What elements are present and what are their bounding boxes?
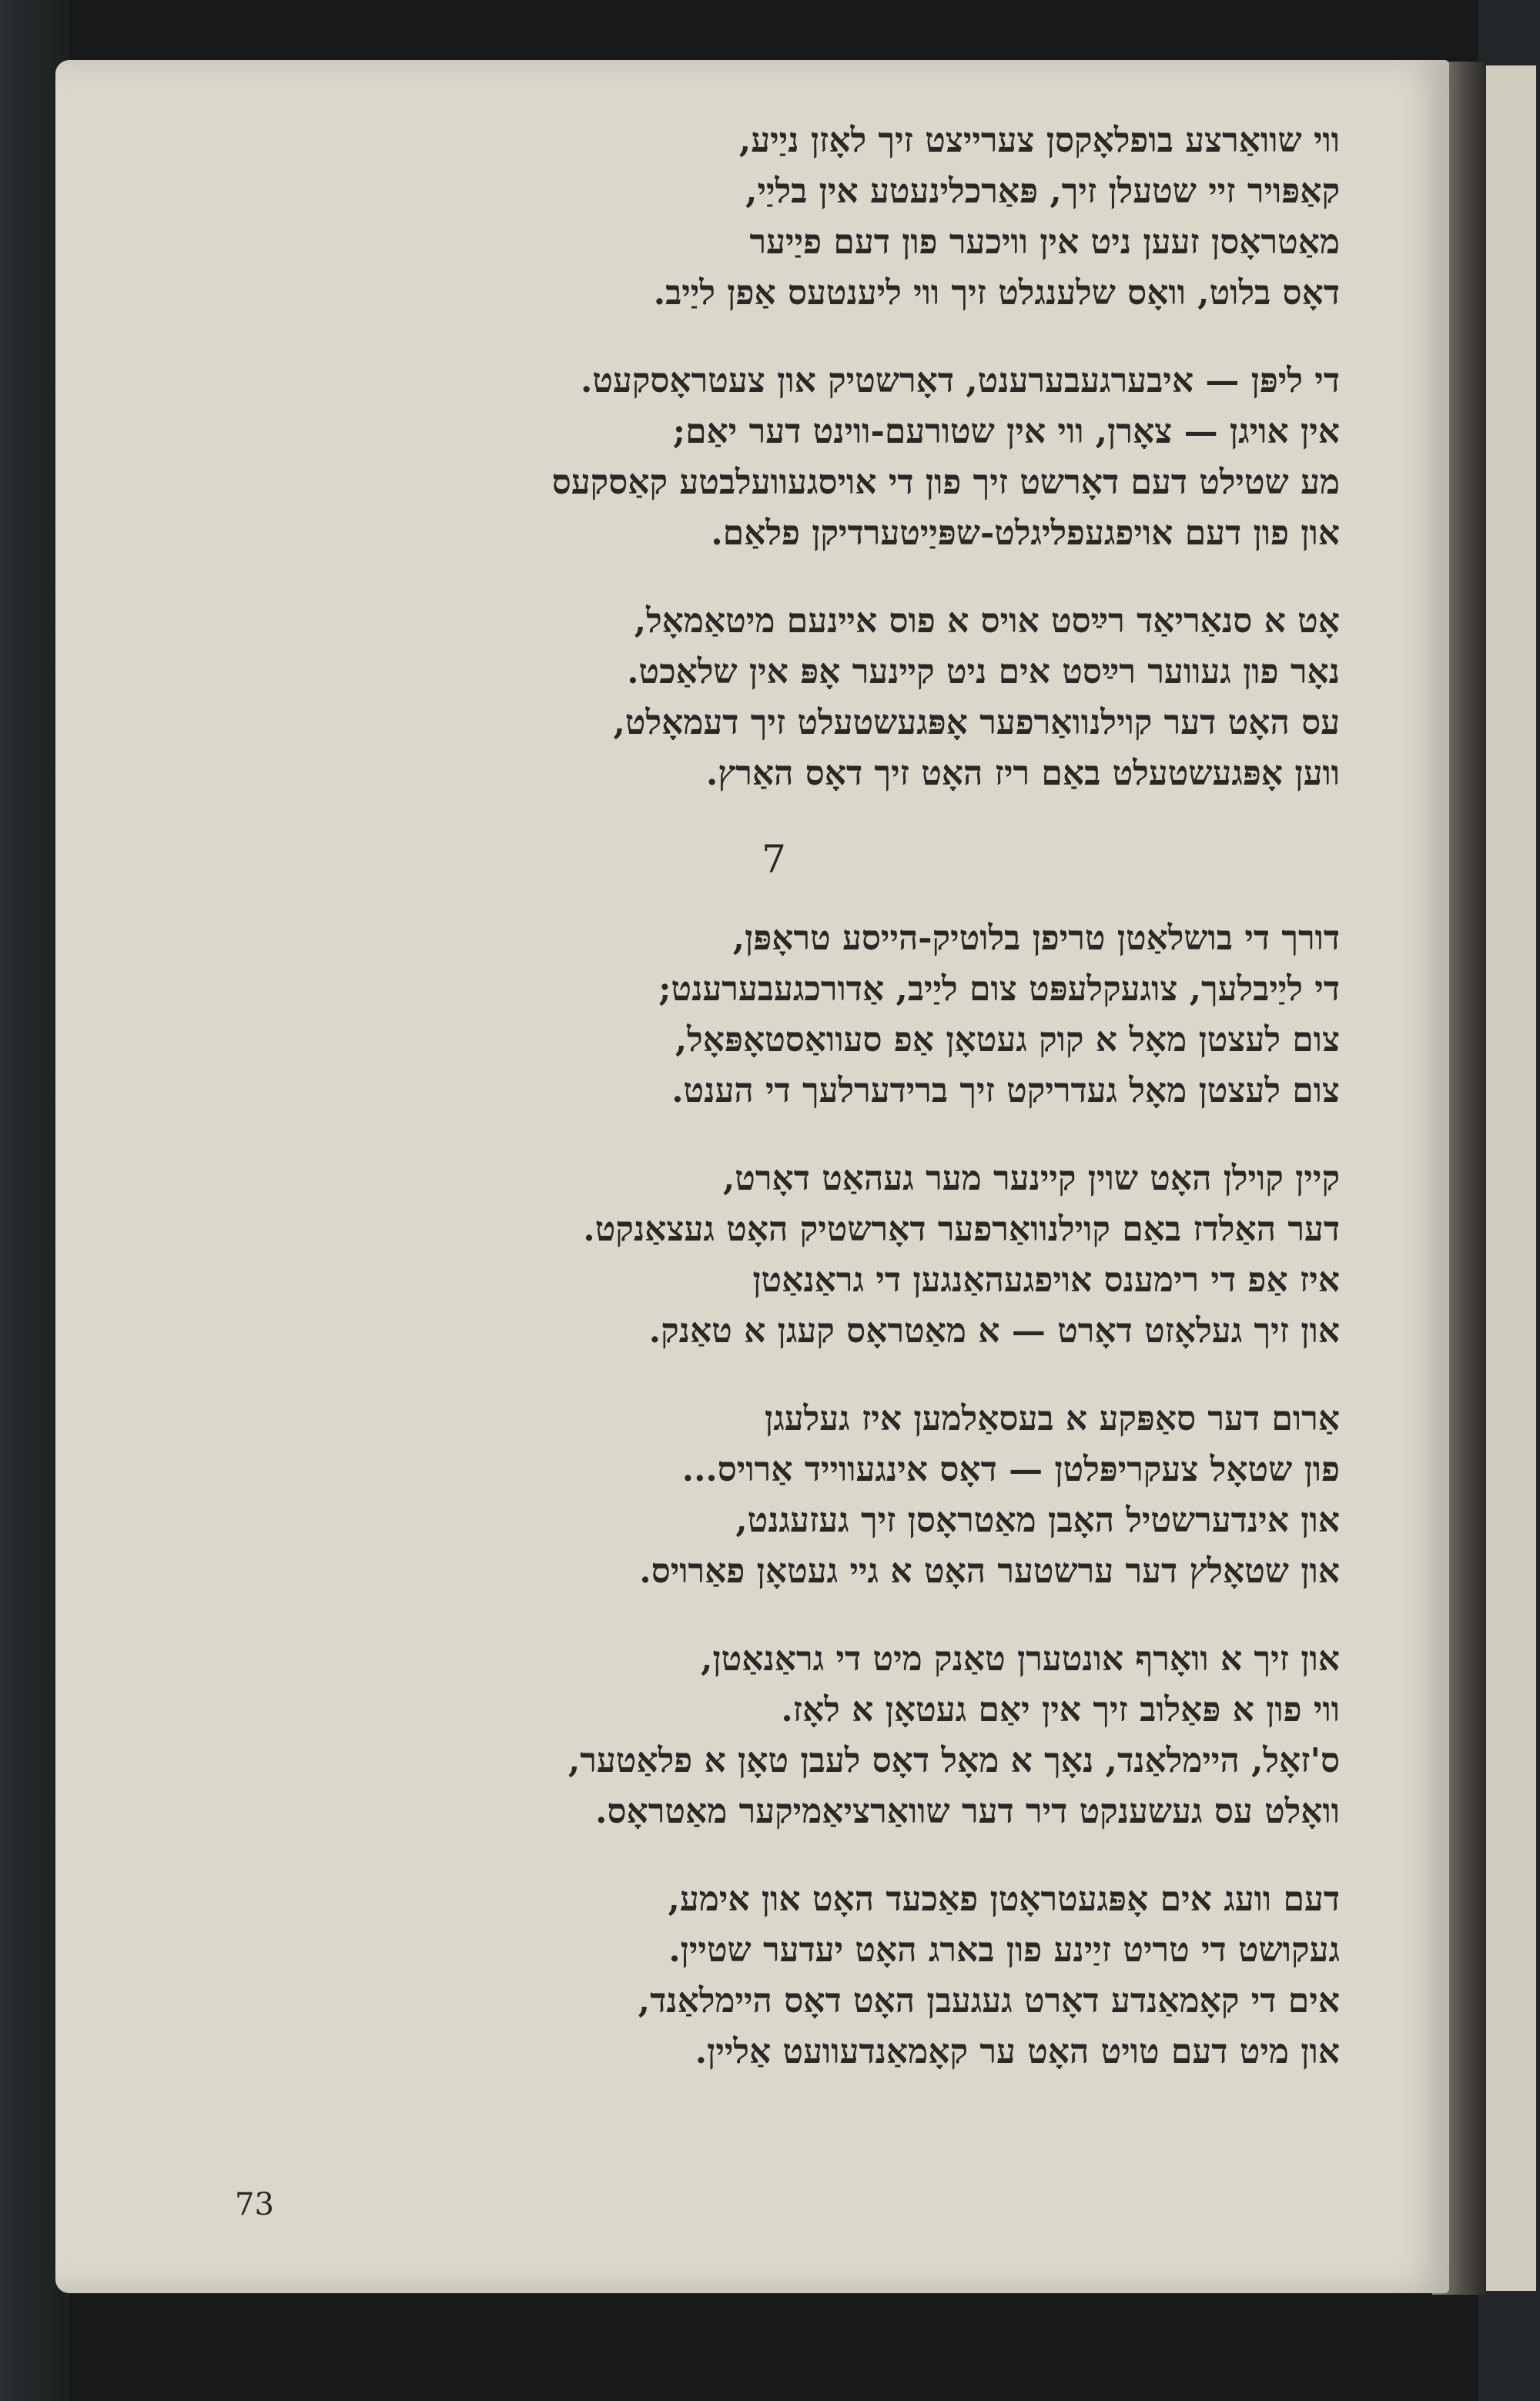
poem-line: אים די קאָמאַנדע דאָרט געגעבן האָט דאָס היימלאַנד, bbox=[638, 1981, 1340, 2021]
poem-line: און אינדערשטיל האָבן מאַטראָסן זיך געזעגנט, bbox=[735, 1501, 1340, 1540]
poem-line: און זיך א וואָרף אונטערן טאַנק מיט די גראַנאַטן, bbox=[701, 1639, 1340, 1679]
poem-line: מאַטראָסן זעען ניט אין וויכער פון דעם פיַיער bbox=[749, 223, 1340, 262]
poem-text bbox=[208, 116, 1340, 2115]
poem-line: אין אויגן — צאָרן, ווי אין שטורעם-ווינט דער יאַם; bbox=[672, 412, 1340, 451]
poem-line: וואָלט עס געשענקט דיר דער שוואַרציאַמיקער מאַטראָס. bbox=[595, 1792, 1340, 1831]
poem-line: ווי שוואַרצע בופלאָקסן צערייצט זיך לאָזן ניַיע, bbox=[738, 121, 1340, 160]
poem-line: קיין קוילן האָט שוין קיינער מער געהאַט דאָרט, bbox=[722, 1159, 1340, 1198]
poem-line: דאָס בלוט, וואָס שלענגלט זיך ווי ליענטעס אַפן ליַיב. bbox=[653, 273, 1340, 313]
poem-line: די ליפּן — איבערגעבערענט, דאָרשטיק און צעטראָסקעט. bbox=[581, 361, 1340, 400]
poem-line: אַרום דער סאַפּקע א בעסאַלמען איז געלעגן bbox=[765, 1399, 1340, 1438]
poem-line: צום לעצטן מאָל געדריקט זיך ברידערלעך די הענט. bbox=[671, 1071, 1340, 1110]
poem-line: און זיך געלאָזט דאָרט — א מאַטראָס קעגן א טאַנק. bbox=[648, 1311, 1340, 1351]
page-number: 73 bbox=[235, 2187, 274, 2222]
poem-line: די ליַיבלעך, צוגעקלעפּט צום ליַיב, אַדורכגעבערענט; bbox=[658, 969, 1340, 1009]
stanza bbox=[208, 356, 1340, 559]
stanza-group-lower bbox=[208, 913, 1340, 2078]
poem-line: מע שטילט דעם דאָרשט זיך פון די אויסגעוועלבטע קאַסקעס bbox=[551, 463, 1340, 502]
poem-line: ווען אָפּגעשטעלט באַם ריז האָט זיך דאָס האַרץ. bbox=[705, 754, 1340, 793]
poem-line: איז אַפ די רימענס אויפגעהאַנגען די גראַנאַטן bbox=[752, 1261, 1340, 1300]
stanza bbox=[208, 596, 1340, 799]
poem-line: דורך די בושלאַטן טריפן בלוטיק-הייסע טראָפּן, bbox=[732, 919, 1340, 958]
stanza-group-upper bbox=[208, 116, 1340, 799]
poem-line: און פון דעם אויפגעפליגלט-שפּיַיטערדיקן פלאַם. bbox=[711, 514, 1340, 553]
stanza bbox=[208, 116, 1340, 319]
poem-line: אָט א סנאַריאַד רײַסט אויס א פוס אײנעם מיטאַמאָל, bbox=[634, 601, 1340, 641]
poem-line: און מיט דעם טויט האָט ער קאָמאַנדעוועט אַליין. bbox=[695, 2032, 1340, 2071]
stanza bbox=[208, 913, 1340, 1117]
stanza bbox=[208, 1154, 1340, 1357]
poem-line: קאַפּויר זיי שטעלן זיך, פּאַרכלינעטע אין בליַי, bbox=[745, 172, 1340, 211]
poem-line: ס'זאָל, היימלאַנד, נאָך א מאָל דאָס לעבן טאָן א פלאַטער, bbox=[567, 1741, 1340, 1780]
poem-line: ווי פון א פּאַלוב זיך אין יאַם געטאָן א לאָז. bbox=[781, 1690, 1340, 1730]
stanza bbox=[208, 1874, 1340, 2078]
poem-line: צום לעצטן מאָל א קוק געטאָן אַפ סעוואַסטאָפּאָל, bbox=[675, 1020, 1340, 1060]
poem-line: דער האַלדז באַם קוילנוואַרפער דאָרשטיק האָט געצאַנקט. bbox=[583, 1210, 1340, 1249]
poem-line: געקושט די טריט זיַינע פון בארג האָט יעדער שטיין. bbox=[668, 1931, 1340, 1970]
poem-line: נאָר פון געווער רײַסט אים ניט קײנער אָפּ אין שלאַכט. bbox=[627, 652, 1340, 692]
section-number: 7 bbox=[762, 837, 786, 882]
poem-line: דעם וועג אים אָפּגעטראָטן פאַכעד האָט און אימע, bbox=[668, 1880, 1340, 1919]
poem-line: פון שטאָל צעקריפּלטן — דאָס אינגעווייד אַרויס... bbox=[681, 1450, 1340, 1489]
poem-line: עס האָט דער קוילנוואַרפער אָפּגעשטעלט זיך דעמאָלט, bbox=[613, 703, 1340, 742]
poem-line: און שטאָלץ דער ערשטער האָט א גיי געטאָן פאַרויס. bbox=[639, 1552, 1340, 1591]
stanza bbox=[208, 1394, 1340, 1597]
stanza bbox=[208, 1634, 1340, 1837]
